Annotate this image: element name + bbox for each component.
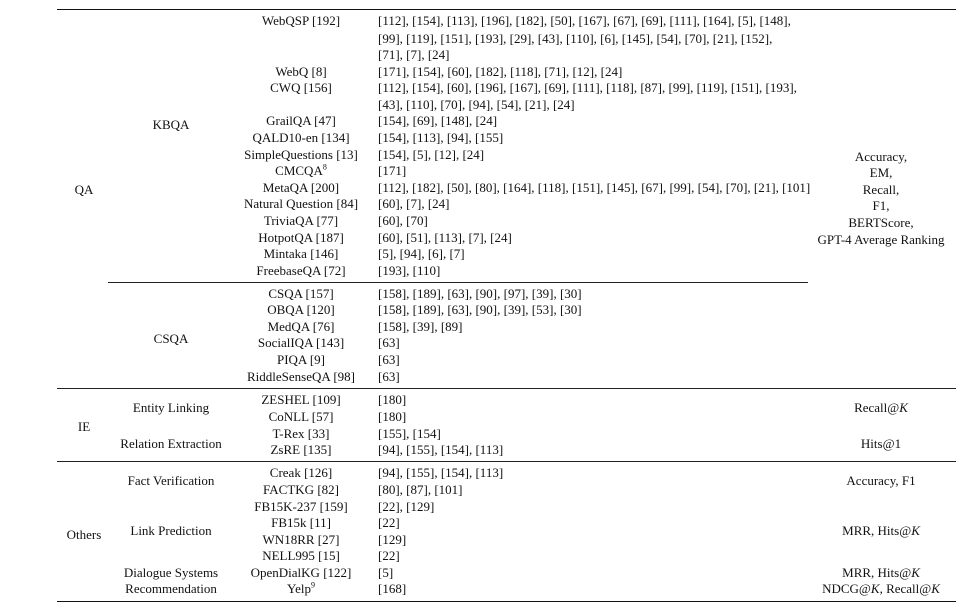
dataset-cell: ZsRE [135]: [270, 442, 332, 457]
refs-cell: [158], [189], [63], [90], [39], [53], [30]: [378, 302, 582, 317]
dataset-cell: FreebaseQA [72]: [256, 263, 346, 278]
refs-cell: [129]: [378, 532, 407, 547]
refs-cell: [99], [119], [151], [193], [29], [43], [110], [6], [145], [54], [70], [21], [152],: [378, 31, 773, 46]
refs-cell: [22]: [378, 515, 400, 530]
dataset-cell: WebQSP [192]: [261, 13, 341, 28]
refs-cell: [63]: [378, 352, 400, 367]
dataset-cell: OBQA [120]: [267, 302, 335, 317]
dataset-cell-with-footnote: [275, 163, 327, 179]
refs-cell: [22], [129]: [378, 499, 435, 514]
subcategory-fact-verification: Fact Verification: [127, 473, 215, 488]
metric-line: GPT-4 Average Ranking: [817, 232, 945, 247]
metric-text: , Recall@: [879, 581, 932, 596]
metric-recommendation: [822, 581, 940, 597]
metric-line: BERTScore,: [848, 215, 914, 230]
metric-line: Recall,: [862, 182, 900, 197]
dataset-cell: GrailQA [47]: [266, 113, 336, 128]
dataset-cell: SocialIQA [143]: [257, 335, 345, 350]
dataset-cell: SimpleQuestions [13]: [244, 147, 358, 162]
refs-cell: [154], [69], [148], [24]: [378, 113, 498, 128]
metric-line: Accuracy,: [854, 149, 908, 164]
metric-k: K: [911, 523, 920, 538]
metric-entity-linking: [854, 400, 908, 416]
category-qa: QA: [74, 182, 94, 197]
metric-k: K: [899, 400, 908, 415]
refs-cell: [94], [155], [154], [113]: [378, 442, 504, 457]
refs-cell: [171]: [378, 163, 407, 178]
dataset-cell: QALD10-en [134]: [252, 130, 350, 145]
metric-line: EM,: [869, 165, 893, 180]
refs-cell: [180]: [378, 409, 407, 424]
metric-text: NDCG@: [822, 581, 871, 596]
refs-cell: [158], [189], [63], [90], [97], [39], [30]: [378, 286, 582, 301]
dataset-cell: ZESHEL [109]: [261, 392, 341, 407]
refs-cell: [112], [154], [113], [196], [182], [50], [167], [67], [69], [111], [164], [5], [148],: [378, 13, 791, 28]
refs-cell: [5], [94], [6], [7]: [378, 246, 465, 261]
table-top-rule: [57, 9, 956, 10]
dataset-cell: Natural Question [84]: [243, 196, 359, 211]
refs-cell: [168]: [378, 581, 407, 596]
metric-k: K: [911, 565, 920, 580]
refs-cell: [60], [51], [113], [7], [24]: [378, 230, 512, 245]
subcategory-kbqa: KBQA: [152, 117, 190, 132]
refs-cell: [171], [154], [60], [182], [118], [71], [12], [24]: [378, 64, 623, 79]
metric-text: Recall@: [854, 400, 900, 415]
metric-text: MRR, Hits@: [842, 565, 912, 580]
metric-relation-extraction: Hits@1: [860, 436, 902, 451]
refs-cell: [154], [5], [12], [24]: [378, 147, 485, 162]
dataset-cell: WebQ [8]: [275, 64, 327, 79]
qa-ie-rule: [57, 388, 956, 389]
refs-cell: [22]: [378, 548, 400, 563]
footnote-mark: 9: [310, 580, 315, 590]
refs-cell: [158], [39], [89]: [378, 319, 463, 334]
refs-cell: [71], [7], [24]: [378, 47, 450, 62]
refs-cell: [155], [154]: [378, 426, 441, 441]
refs-cell: [180]: [378, 392, 407, 407]
dataset-cell: OpenDialKG [122]: [250, 565, 352, 580]
metric-k: K: [931, 581, 940, 596]
metric-link-prediction: [842, 523, 920, 539]
subcategory-entity-linking: Entity Linking: [132, 400, 210, 415]
dataset-cell: FB15K-237 [159]: [254, 499, 348, 514]
table-bottom-rule: [57, 601, 956, 602]
dataset-cell: Mintaka [146]: [263, 246, 339, 261]
dataset-cell: MedQA [76]: [267, 319, 335, 334]
subcategory-csqa: CSQA: [153, 331, 189, 346]
dataset-cell: Creak [126]: [269, 465, 333, 480]
ie-others-rule: [57, 461, 956, 462]
dataset-cell: RiddleSenseQA [98]: [247, 369, 355, 384]
refs-cell: [60], [70]: [378, 213, 428, 228]
subcategory-link-prediction: Link Prediction: [130, 523, 212, 538]
dataset-cell: TriviaQA [77]: [263, 213, 339, 228]
refs-cell: [193], [110]: [378, 263, 441, 278]
dataset-cell: WN18RR [27]: [262, 532, 340, 547]
refs-cell: [80], [87], [101]: [378, 482, 463, 497]
category-others: Others: [66, 527, 102, 542]
metric-text: MRR, Hits@: [842, 523, 912, 538]
metric-fact-verification: Accuracy, F1: [846, 473, 916, 488]
dataset-cell: CSQA [157]: [268, 286, 334, 301]
metric-dialogue-systems: [842, 565, 920, 581]
dataset-name: Yelp: [287, 581, 311, 596]
metric-k: K: [870, 581, 880, 596]
subcategory-dialogue-systems: Dialogue Systems: [123, 565, 219, 580]
dataset-cell: CWQ [156]: [270, 80, 332, 95]
refs-cell: [112], [182], [50], [80], [164], [118], [151], [145], [67], [99], [54], [70], [21], [101]: [378, 180, 811, 195]
metric-line: F1,: [872, 198, 890, 213]
refs-cell: [112], [154], [60], [196], [167], [69], [111], [118], [87], [99], [119], [151], [193],: [378, 80, 797, 95]
subcategory-relation-extraction: Relation Extraction: [120, 436, 222, 451]
dataset-cell: FACTKG [82]: [263, 482, 339, 497]
dataset-cell: PIQA [9]: [276, 352, 326, 367]
dataset-cell: NELL995 [15]: [262, 548, 340, 563]
refs-cell: [154], [113], [94], [155]: [378, 130, 504, 145]
category-ie: IE: [77, 419, 91, 434]
refs-cell: [43], [110], [70], [94], [54], [21], [24]: [378, 97, 575, 112]
refs-cell: [5]: [378, 565, 394, 580]
dataset-cell: T-Rex [33]: [272, 426, 330, 441]
refs-cell: [60], [7], [24]: [378, 196, 450, 211]
refs-cell: [63]: [378, 369, 400, 384]
refs-cell: [63]: [378, 335, 400, 350]
subcategory-recommendation: Recommendation: [125, 581, 217, 596]
footnote-mark: 8: [322, 162, 327, 172]
dataset-cell: FB15k [11]: [271, 515, 331, 530]
refs-cell: [94], [155], [154], [113]: [378, 465, 504, 480]
dataset-cell: HotpotQA [187]: [258, 230, 344, 245]
dataset-cell-with-footnote: [287, 581, 315, 597]
kbqa-csqa-rule: [108, 282, 808, 283]
dataset-cell: MetaQA [200]: [262, 180, 340, 195]
dataset-name: CMCQA: [275, 163, 323, 178]
dataset-cell: CoNLL [57]: [268, 409, 334, 424]
